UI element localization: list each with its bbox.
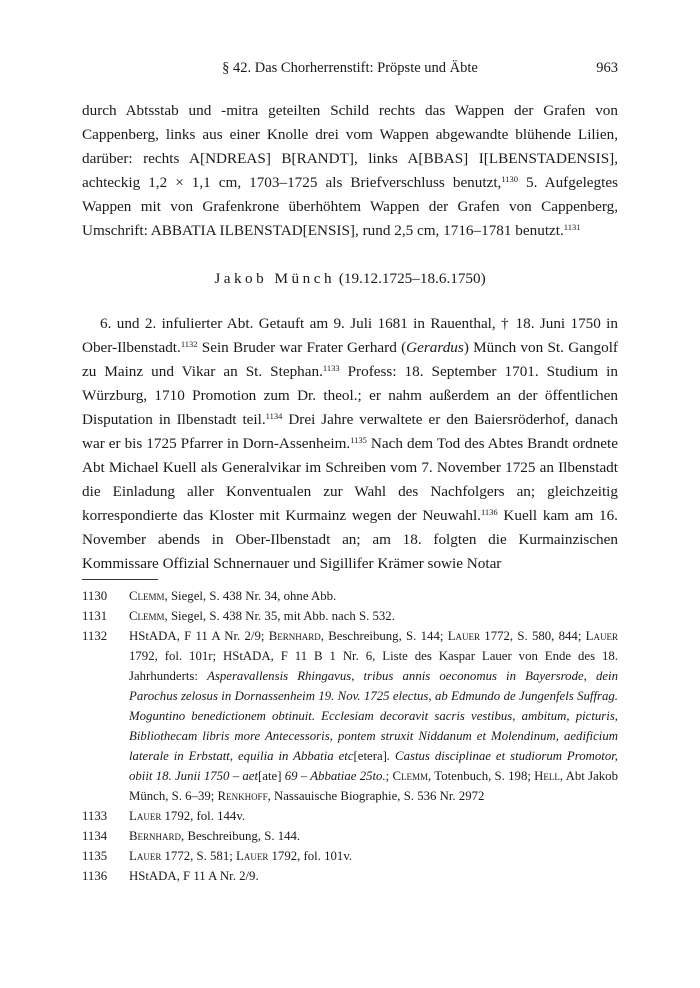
footnote-1134 bbox=[82, 826, 618, 846]
text-run: 1792, fol. 101r; HStADA, F 11 B 1 Nr. 6, Liste des Kaspar Lauer von Ende des 18. Jahrhunderts: bbox=[129, 649, 618, 683]
footnote-ref-1135[interactable]: 1135 bbox=[350, 435, 367, 445]
text-run: , Nassauische Biographie, S. 536 Nr. 2972 bbox=[267, 789, 485, 803]
italic-run: 69 – Abbatiae 25to. bbox=[281, 769, 386, 783]
footnote-1135 bbox=[82, 846, 618, 866]
footnote-divider bbox=[82, 579, 158, 580]
text-run: Nach dem Tod des Abtes Brandt ordnete Abt Michael Kuell als Generalvikar im Schreiben vom 7. November 1725 an Ilbenstadt die Einladung aller Konventualen zur Wahl des Nachfolgers an; gleichzeitig korrespondierte das Kloster mit Kurmainz wegen der Neuwahl. bbox=[82, 435, 618, 524]
text-run: 1792, fol. 101v. bbox=[268, 849, 353, 863]
text-run: [ate] bbox=[258, 769, 282, 783]
footnote-number: 1133 bbox=[82, 809, 108, 823]
author-name: Hell bbox=[534, 769, 560, 783]
text-run: Profess: 18. September 1701. Studium in Würzburg, 1710 Promotion zum Dr. theol.; er nahm außerdem an der öffentlichen Disputation in Ilbenstadt teil. bbox=[82, 363, 618, 428]
text-run: , Abt Jakob Münch, S. 6–39; bbox=[129, 769, 618, 803]
footnote-number: 1135 bbox=[82, 849, 108, 863]
footnote-ref-1130[interactable]: 1130 bbox=[501, 174, 519, 184]
footnote-1133 bbox=[82, 806, 618, 826]
author-name: Lauer bbox=[236, 849, 269, 863]
footnote-ref-1131[interactable]: 1131 bbox=[563, 222, 581, 232]
paragraph-seal-description bbox=[82, 99, 618, 243]
section-heading bbox=[82, 270, 618, 288]
footnote-1131 bbox=[82, 606, 618, 626]
footnote-ref-1136[interactable]: 1136 bbox=[480, 507, 498, 517]
running-head-title: § 42. Das Chorherrenstift: Pröpste und Äbte bbox=[222, 60, 478, 76]
paragraph-biography bbox=[82, 312, 618, 576]
text-run: , Siegel, S. 438 Nr. 34, ohne Abb. bbox=[164, 589, 337, 603]
text-run: 1792, fol. 144v. bbox=[161, 809, 246, 823]
text-run: , Siegel, S. 438 Nr. 35, mit Abb. nach S. 532. bbox=[164, 609, 395, 623]
author-name: Clemm bbox=[392, 769, 429, 783]
text-run: 1772, S. 581; bbox=[161, 849, 236, 863]
text-run: Kuell kam am 16. November abends in Ober-Ilbenstadt an; am 18. folgten die Kurmainzischen Kommissare Offizial Schnernauer und Sigillifer Krämer sowie Notar bbox=[82, 507, 618, 572]
text-run: 1772, S. 580, 844; bbox=[480, 629, 586, 643]
text-run: Sein Bruder war Frater Gerhard ( bbox=[197, 339, 407, 356]
text-run: HStADA, F 11 A Nr. 2/9. bbox=[129, 869, 259, 883]
text-run: , Totenbuch, S. 198; bbox=[428, 769, 535, 783]
author-name: Lauer bbox=[585, 629, 618, 643]
text-run: , Beschreibung, S. 144. bbox=[181, 829, 301, 843]
author-name: Renkhoff bbox=[217, 789, 268, 803]
footnote-number: 1130 bbox=[82, 589, 108, 603]
footnotes bbox=[82, 586, 618, 886]
italic-run: . Castus disciplinae et studiorum Promotor, obiit 18. Junii 1750 – aet bbox=[129, 749, 618, 783]
text-run: ; bbox=[385, 769, 393, 783]
abbot-dates: (19.12.1725–18.6.1750) bbox=[338, 270, 486, 287]
text-run: ) Münch von St. Gangolf zu Mainz und Vikar an St. Stephan. bbox=[82, 339, 618, 380]
author-name: Clemm bbox=[129, 589, 165, 603]
footnote-1136 bbox=[82, 866, 618, 886]
footnote-number: 1132 bbox=[82, 629, 108, 643]
footnote-1130 bbox=[82, 586, 618, 606]
footnote-ref-1134[interactable]: 1134 bbox=[265, 411, 283, 421]
text-run: Drei Jahre verwaltete er den Baiersröderhof, danach war er bis 1725 Pfarrer in Dorn-Assenheim. bbox=[82, 411, 618, 452]
footnote-ref-1132[interactable]: 1132 bbox=[180, 339, 198, 349]
author-name: Clemm bbox=[129, 609, 165, 623]
page-number: 963 bbox=[596, 60, 618, 76]
italic-run: Asperavallensis Rhingavus, tribus annis oeconomus in Bayersrode, dein Parochus zelosus in Dornassenheim 19. Nov. 1725 electus, ab Edmundo de Jungenfels Suffrag. Moguntino benedictionem obtinuit. Ecclesiam decoravit sacris vestibus, ambitum, picturis, Bibliothecam libris more Antecessoris, pontem struxit Niddanum et Molendinum, aedificium laterale in Erbstatt, equilia in Abbatia etc bbox=[129, 669, 618, 763]
footnote-number: 1134 bbox=[82, 829, 108, 843]
text-run: 5. Aufgelegtes Wappen mit von Grafenkrone überhöhtem Wappen der Grafen von Cappenberg, Umschrift: ABBATIA ILBENSTAD[ENSIS], rund 2,5 cm, 1716–1781 benutzt. bbox=[82, 174, 618, 239]
author-name: Lauer bbox=[447, 629, 481, 643]
author-name: Bernhard bbox=[268, 629, 321, 643]
footnote-number: 1136 bbox=[82, 869, 108, 883]
text-run: durch Abtsstab und -mitra geteilten Schild rechts das Wappen der Grafen von Cappenberg, links aus einer Knolle drei vom Wappen abgewandte blühende Lilien, darüber: rechts A[NDREAS] B[RANDT], links A[BBAS] I[LBENSTADENSIS], achteckig 1,2 × 1,1 cm, 1703–1725 als Briefverschluss benutzt, bbox=[82, 102, 618, 191]
text-run: [etera] bbox=[353, 749, 387, 763]
text-run: , Beschreibung, S. 144; bbox=[320, 629, 448, 643]
abbot-name: Jakob Münch bbox=[214, 270, 336, 287]
author-name: Bernhard bbox=[129, 829, 182, 843]
italic-run: Gerardus bbox=[406, 339, 464, 356]
footnote-number: 1131 bbox=[82, 609, 108, 623]
author-name: Lauer bbox=[129, 849, 162, 863]
author-name: Lauer bbox=[129, 809, 162, 823]
text-run: 6. und 2. infulierter Abt. Getauft am 9. Juli 1681 in Rauenthal, † 18. Juni 1750 in Ober-Ilbenstadt. bbox=[82, 315, 618, 356]
footnote-ref-1133[interactable]: 1133 bbox=[322, 363, 340, 373]
text-run: HStADA, F 11 A Nr. 2/9; bbox=[129, 629, 269, 643]
footnote-1132 bbox=[82, 626, 618, 806]
running-head bbox=[82, 60, 618, 80]
